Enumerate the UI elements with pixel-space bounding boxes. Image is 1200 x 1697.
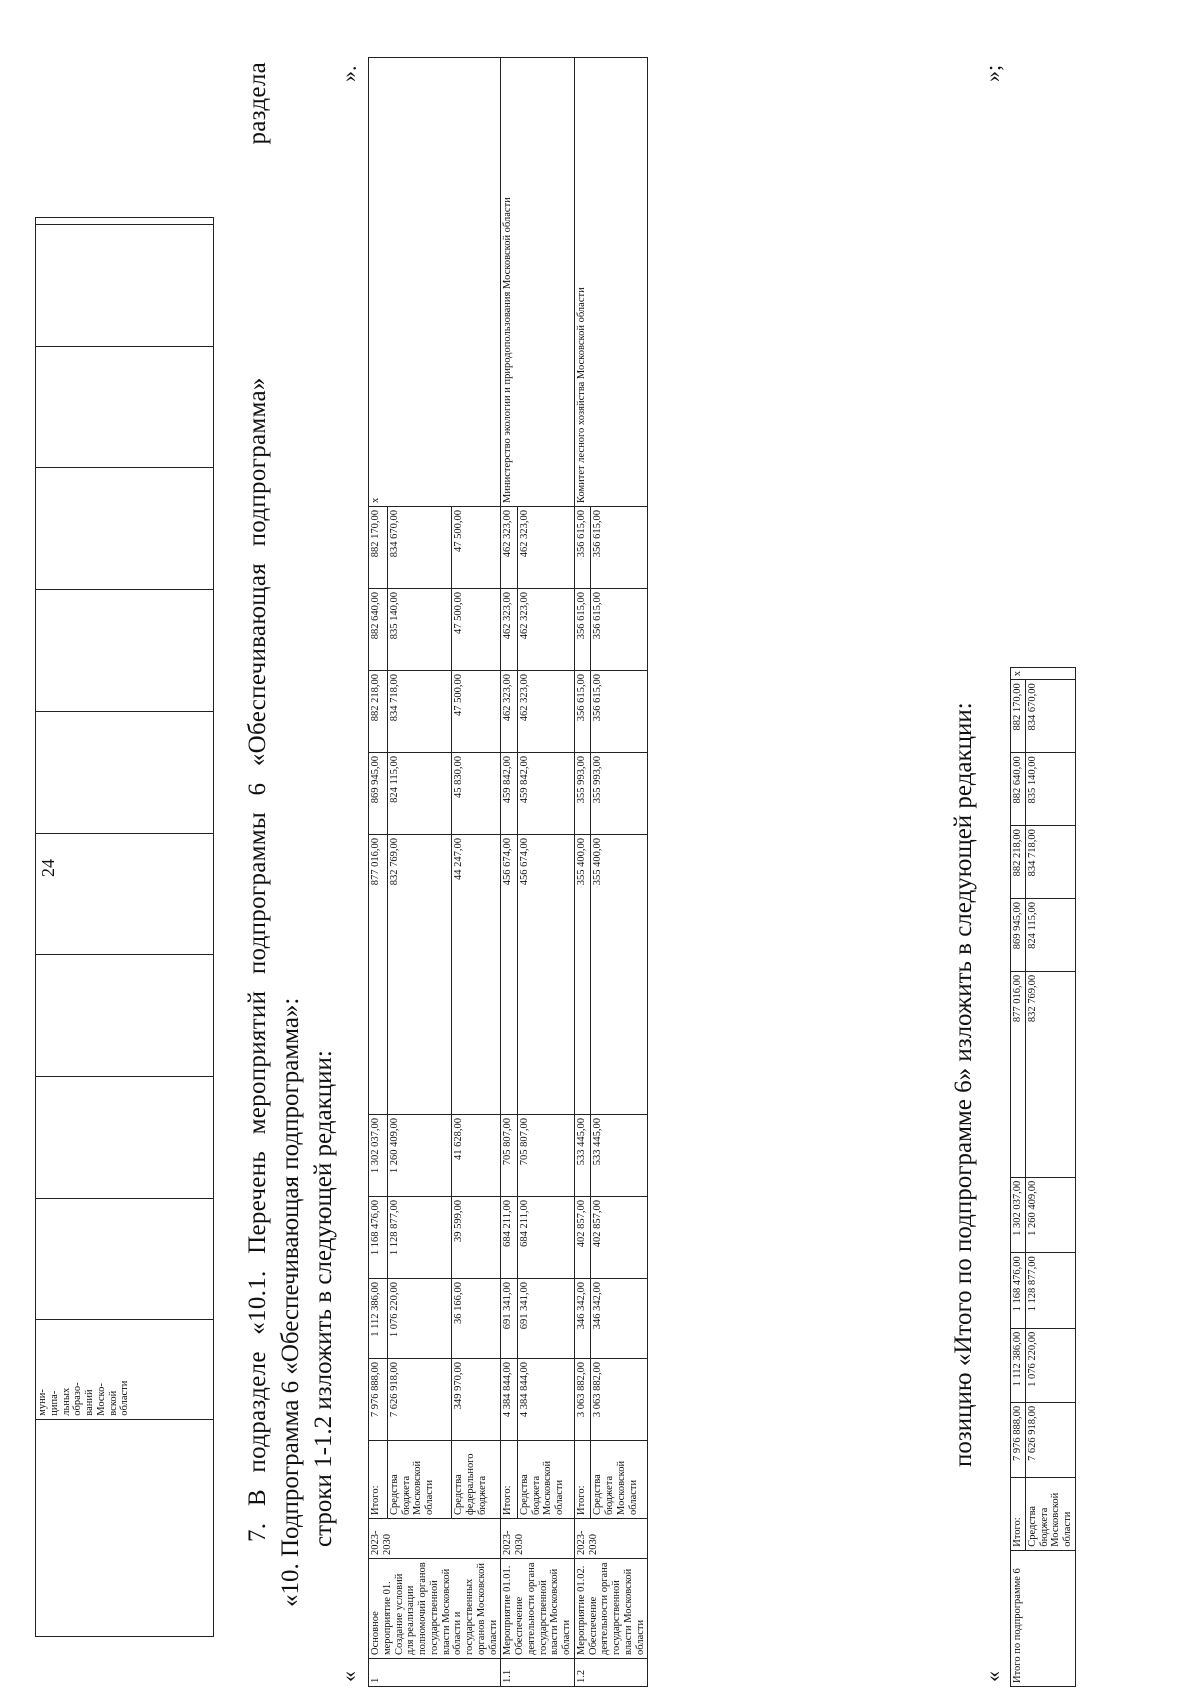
amount-cell: 835 140,00: [1025, 753, 1075, 826]
amount-cell: 7 626 918,00: [1025, 1402, 1075, 1477]
amount-cell: 1 260 409,00: [1025, 1177, 1075, 1252]
table-cell: [36, 225, 214, 347]
amount-cell: 1 168 476,00: [1011, 1253, 1026, 1328]
table-cell: [36, 468, 214, 590]
table-cell: [36, 1076, 214, 1198]
amount-cell: 7 976 888,00: [369, 1359, 388, 1441]
org-label: муни- ципа- льных образо- ваний Моско- вской области: [36, 1320, 214, 1419]
amount-cell: 355 400,00: [591, 835, 648, 1115]
amount-cell: 346 342,00: [591, 1279, 648, 1359]
amount-cell: 877 016,00: [1011, 971, 1026, 1177]
amount-cell: 877 016,00: [369, 835, 388, 1115]
total-table: [1010, 667, 1076, 1687]
amount-cell: 356 615,00: [574, 589, 591, 671]
amount-cell: 882 170,00: [369, 507, 388, 589]
amount-cell: 355 993,00: [574, 753, 591, 835]
years-cell: 2023-2030: [369, 1519, 501, 1559]
amount-cell: 402 857,00: [574, 1197, 591, 1279]
amount-cell: 462 323,00: [517, 671, 574, 753]
amount-cell: 835 140,00: [387, 589, 451, 671]
amount-cell: 1 076 220,00: [387, 1279, 451, 1359]
amount-cell: 1 076 220,00: [1025, 1328, 1075, 1402]
amount-cell: 1 302 037,00: [369, 1115, 388, 1197]
amount-cell: 356 615,00: [574, 671, 591, 753]
amount-cell: 456 674,00: [517, 835, 574, 1115]
total-name: Итого по подпрограмме 6: [1011, 1550, 1076, 1686]
row-number: 1.2: [574, 1659, 648, 1687]
amount-cell: 36 166,00: [452, 1279, 501, 1359]
amount-cell: 882 640,00: [369, 589, 388, 671]
amount-cell: 356 615,00: [591, 507, 648, 589]
measures-table: [368, 57, 648, 1687]
amount-cell: 684 211,00: [517, 1197, 574, 1279]
measure-name: Основное мероприятие 01. Создание условий для реализации полномочий органов государственной власти Московской области и государственных органов Московской области: [369, 1559, 501, 1659]
amount-cell: 1 128 877,00: [1025, 1253, 1075, 1328]
amount-cell: 459 842,00: [517, 753, 574, 835]
table-cell: [36, 711, 214, 833]
amount-cell: 47 500,00: [452, 589, 501, 671]
amount-cell: 834 670,00: [387, 507, 451, 589]
table-row: [501, 58, 518, 1687]
funding-source: Средства бюджета Московской области: [1025, 1478, 1075, 1550]
amount-cell: 349 970,00: [452, 1359, 501, 1441]
years-cell: 2023-2030: [574, 1519, 648, 1559]
amount-cell: 462 323,00: [517, 507, 574, 589]
continuation-table: [35, 217, 214, 1637]
amount-cell: 462 323,00: [517, 589, 574, 671]
row-number: 1.1: [501, 1659, 575, 1687]
amount-cell: 705 807,00: [501, 1115, 518, 1197]
heading-line-3: строки 1-1.2 изложить в следующей редакции:: [310, 1050, 337, 1547]
amount-cell: 882 218,00: [369, 671, 388, 753]
amount-cell: 869 945,00: [1011, 898, 1026, 971]
amount-cell: 45 830,00: [452, 753, 501, 835]
measure-name: Мероприятие 01.01. Обеспечение деятельности органа государственной власти Московской области: [501, 1559, 575, 1659]
amount-cell: 834 670,00: [1025, 680, 1075, 753]
amount-cell: 402 857,00: [591, 1197, 648, 1279]
executor-cell: х: [369, 58, 501, 507]
amount-cell: 832 769,00: [1025, 971, 1075, 1177]
close-quote: ».: [336, 65, 361, 82]
amount-cell: 47 500,00: [452, 671, 501, 753]
amount-cell: 355 993,00: [591, 753, 648, 835]
table-cell: [36, 955, 214, 1077]
amount-cell: 1 168 476,00: [369, 1197, 388, 1279]
table-row: [369, 58, 388, 1687]
heading-line-1-right: раздела: [244, 62, 271, 145]
years-cell: 2023-2030: [501, 1519, 575, 1559]
funding-source: Итого:: [501, 1441, 518, 1519]
executor-cell: Министерство экологии и природопользования Московской области: [501, 58, 575, 507]
amount-cell: 462 323,00: [501, 589, 518, 671]
amount-cell: 834 718,00: [1025, 826, 1075, 899]
amount-cell: 882 218,00: [1011, 826, 1026, 899]
amount-cell: 462 323,00: [501, 507, 518, 589]
amount-cell: 691 341,00: [501, 1279, 518, 1359]
amount-cell: 7 626 918,00: [387, 1359, 451, 1441]
amount-cell: 533 445,00: [574, 1115, 591, 1197]
table-row: [1011, 668, 1026, 1687]
amount-cell: 462 323,00: [501, 671, 518, 753]
funding-source: Средства бюджета Московской области: [517, 1441, 574, 1519]
amount-cell: 7 976 888,00: [1011, 1402, 1026, 1477]
funding-source: Итого:: [1011, 1478, 1026, 1550]
table-cell: [36, 833, 214, 955]
amount-cell: 1 128 877,00: [387, 1197, 451, 1279]
amount-cell: 3 063 882,00: [574, 1359, 591, 1441]
heading-line-2: «10. Подпрограмма 6 «Обеспечивающая подпрограмма»:: [277, 997, 304, 1607]
close-quote-2: »;: [980, 64, 1005, 82]
amount-cell: 869 945,00: [369, 753, 388, 835]
amount-cell: 3 063 882,00: [591, 1359, 648, 1441]
amount-cell: 346 342,00: [574, 1279, 591, 1359]
funding-source: Средства федерального бюджета: [452, 1441, 501, 1519]
amount-cell: 882 640,00: [1011, 753, 1026, 826]
amount-cell: 1 112 386,00: [1011, 1328, 1026, 1402]
page-number: 24: [38, 859, 58, 877]
amount-cell: 1 112 386,00: [369, 1279, 388, 1359]
executor-cell: х: [1011, 668, 1076, 680]
table-cell: [36, 1419, 214, 1636]
amount-cell: 355 400,00: [574, 835, 591, 1115]
amount-cell: 4 384 844,00: [501, 1359, 518, 1441]
amount-cell: 834 718,00: [387, 671, 451, 753]
open-quote-2: «: [980, 1671, 1005, 1682]
amount-cell: 39 599,00: [452, 1197, 501, 1279]
amount-cell: 4 384 844,00: [517, 1359, 574, 1441]
open-quote: «: [336, 1671, 361, 1682]
table-cell: [36, 346, 214, 468]
amount-cell: 41 628,00: [452, 1115, 501, 1197]
table-row: [1025, 668, 1075, 1687]
amount-cell: 882 170,00: [1011, 680, 1026, 753]
amount-cell: 1 302 037,00: [1011, 1177, 1026, 1252]
amount-cell: 832 769,00: [387, 835, 451, 1115]
measure-name: Мероприятие 01.02. Обеспечение деятельности органа государственной власти Московской области: [574, 1559, 648, 1659]
amount-cell: 47 500,00: [452, 507, 501, 589]
amount-cell: 356 615,00: [591, 589, 648, 671]
funding-source: Средства бюджета Московской области: [591, 1441, 648, 1519]
table-cell: [36, 1198, 214, 1320]
table-row: [574, 58, 591, 1687]
funding-source: Итого:: [574, 1441, 591, 1519]
amount-cell: 691 341,00: [517, 1279, 574, 1359]
heading-line-1: [242, 62, 273, 1542]
amount-cell: 824 115,00: [387, 753, 451, 835]
row-number: 1: [369, 1659, 501, 1687]
executor-cell: Комитет лесного хозяйства Московской области: [574, 58, 648, 507]
amount-cell: 459 842,00: [501, 753, 518, 835]
amount-cell: 533 445,00: [591, 1115, 648, 1197]
amount-cell: 356 615,00: [574, 507, 591, 589]
amount-cell: 1 260 409,00: [387, 1115, 451, 1197]
amount-cell: 824 115,00: [1025, 898, 1075, 971]
amount-cell: 44 247,00: [452, 835, 501, 1115]
table-cell: [36, 590, 214, 712]
amount-cell: 356 615,00: [591, 671, 648, 753]
funding-source: Итого:: [369, 1441, 388, 1519]
table-cell: [36, 218, 214, 225]
amount-cell: 684 211,00: [501, 1197, 518, 1279]
heading-line-1-text: 7. В подразделе «10.1. Перечень мероприятий подпрограммы 6 «Обеспечивающая подпрограмма»: [244, 377, 271, 1542]
amount-cell: 456 674,00: [501, 835, 518, 1115]
position-heading: позицию «Итого по подпрограмме 6» изложить в следующей редакции:: [950, 702, 977, 1467]
amount-cell: 705 807,00: [517, 1115, 574, 1197]
funding-source: Средства бюджета Московской области: [387, 1441, 451, 1519]
